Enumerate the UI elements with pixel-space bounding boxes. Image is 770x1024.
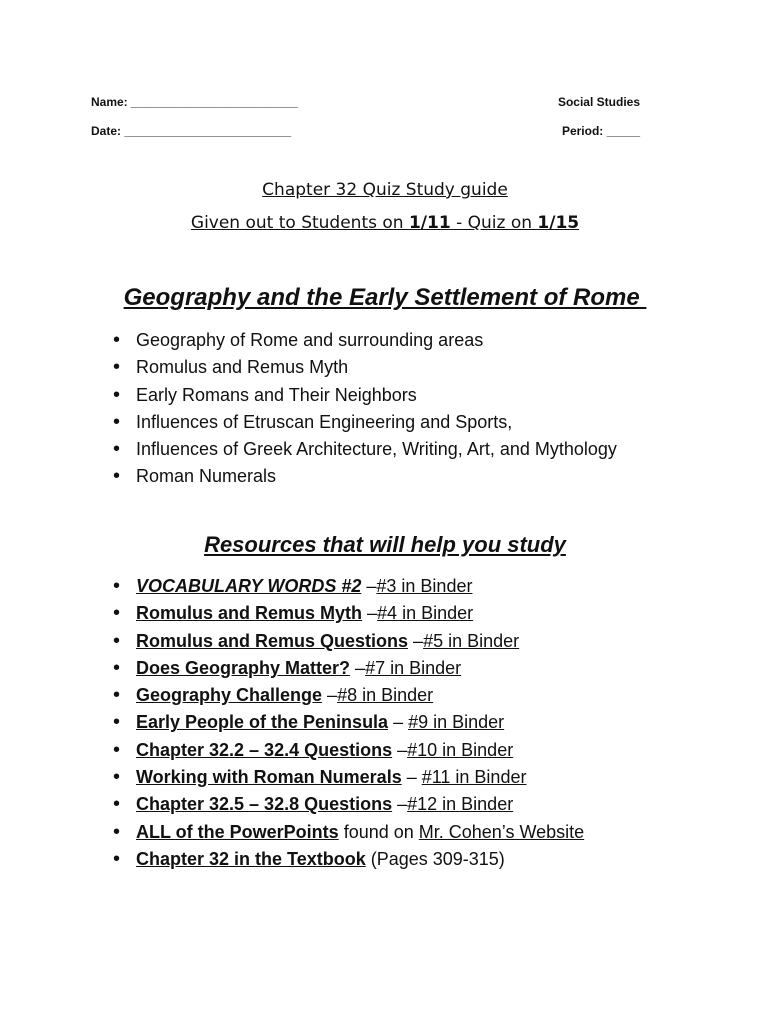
topic-item: • Romulus and Remus Myth xyxy=(113,354,617,381)
resource-title: Chapter 32 in the Textbook xyxy=(136,848,366,869)
given-date: 1/11 xyxy=(408,213,451,233)
resource-separator: – xyxy=(350,657,366,678)
topic-item: • Early Romans and Their Neighbors xyxy=(113,382,617,409)
topic-item: • Influences of Etruscan Engineering and Sports, xyxy=(113,409,617,436)
resource-ref: #8 in Binder xyxy=(337,685,434,706)
resource-item xyxy=(113,791,584,818)
resource-title: Romulus and Remus Questions xyxy=(136,630,409,651)
resource-title: VOCABULARY WORDS #2 xyxy=(136,576,362,596)
resource-title: Geography Challenge xyxy=(136,685,323,706)
resource-item xyxy=(113,628,584,655)
name-field-label: Name: _________________________ xyxy=(91,95,298,109)
resource-ref: #4 in Binder xyxy=(377,603,474,624)
resource-ref: #11 in Binder xyxy=(421,767,527,788)
resource-separator: – xyxy=(361,576,377,596)
resource-item xyxy=(113,573,584,600)
section-heading-geography: Geography and the Early Settlement of Rome xyxy=(123,284,647,311)
study-guide-title: Chapter 32 Quiz Study guide xyxy=(262,180,508,200)
section-heading-resources: Resources that will help you study xyxy=(204,532,566,557)
topic-item: • Roman Numerals xyxy=(113,463,617,490)
resource-item xyxy=(113,655,584,682)
resource-separator: – xyxy=(408,630,424,651)
resource-title: Chapter 32.5 – 32.8 Questions xyxy=(136,794,393,815)
resource-separator: (Pages 309-315) xyxy=(365,848,505,869)
given-out-text: Given out to Students on xyxy=(190,213,409,233)
resources-list xyxy=(113,573,584,873)
resource-ref: #5 in Binder xyxy=(423,630,520,651)
resource-separator: – xyxy=(322,685,338,706)
period-field-label: Period: _____ xyxy=(561,124,640,138)
resource-title: Does Geography Matter? xyxy=(136,657,351,678)
resource-title: Working with Roman Numerals xyxy=(136,767,402,788)
subject-label: Social Studies xyxy=(557,95,640,109)
date-field-label: Date: _________________________ xyxy=(91,124,292,138)
resource-item xyxy=(113,819,584,846)
resource-ref: #3 in Binder xyxy=(376,576,473,596)
study-guide-dates xyxy=(0,213,770,233)
resource-separator: – xyxy=(388,712,409,733)
resource-item xyxy=(113,600,584,627)
quiz-on-text: - Quiz on xyxy=(450,213,538,233)
resource-title: Romulus and Remus Myth xyxy=(136,603,363,624)
resource-separator: – xyxy=(401,767,422,788)
resource-ref: #9 in Binder xyxy=(408,712,505,733)
topic-item: • Geography of Rome and surrounding areas xyxy=(113,327,617,354)
resource-ref: #12 in Binder xyxy=(407,794,514,815)
resource-item xyxy=(113,709,584,736)
resource-separator: – xyxy=(362,603,378,624)
resource-ref: #7 in Binder xyxy=(365,657,462,678)
resource-title: Chapter 32.2 – 32.4 Questions xyxy=(136,739,393,760)
resource-item xyxy=(113,846,584,873)
quiz-date: 1/15 xyxy=(537,213,580,233)
resource-item xyxy=(113,682,584,709)
resource-separator: – xyxy=(392,794,408,815)
resource-separator: found on xyxy=(338,821,419,842)
resource-title: ALL of the PowerPoints xyxy=(136,821,339,842)
resource-ref: #10 in Binder xyxy=(407,739,514,760)
resource-title: Early People of the Peninsula xyxy=(136,712,389,733)
resource-ref: Mr. Cohen’s Website xyxy=(418,821,585,842)
resource-item xyxy=(113,737,584,764)
resource-separator: – xyxy=(392,739,408,760)
topics-list xyxy=(113,327,617,491)
resource-item xyxy=(113,764,584,791)
topic-item: • Influences of Greek Architecture, Writing, Art, and Mythology xyxy=(113,436,617,463)
